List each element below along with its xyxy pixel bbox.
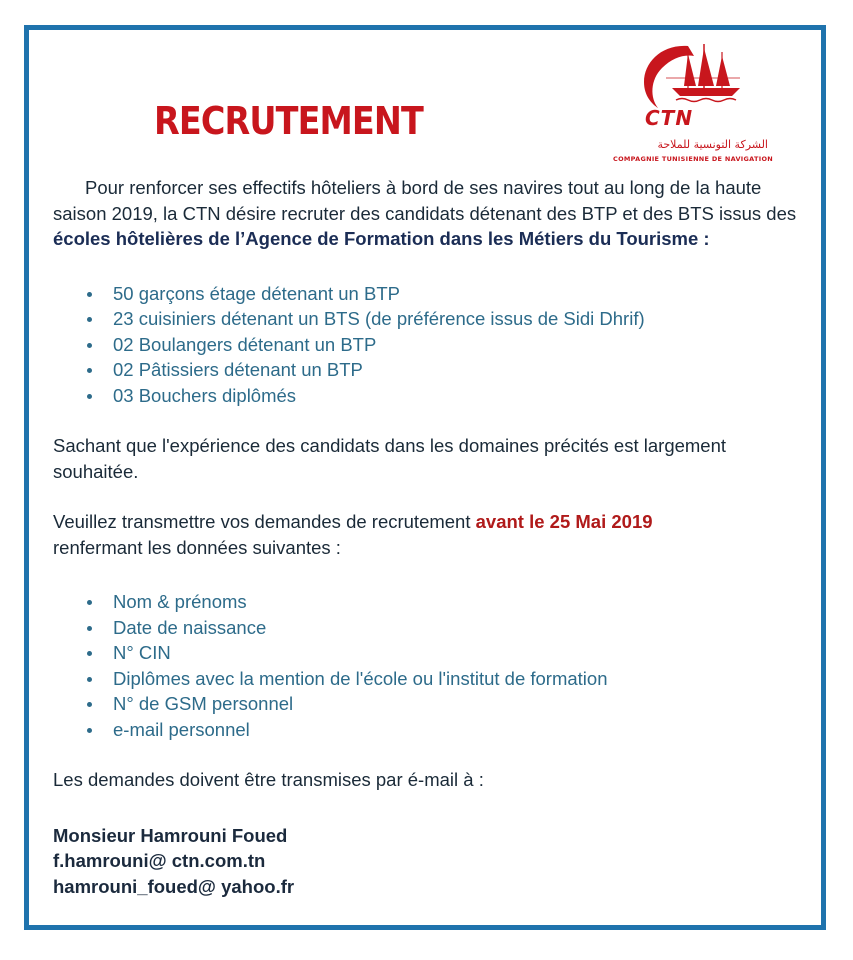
list-item: 23 cuisiniers détenant un BTS (de préférence issus de Sidi Dhrif) xyxy=(53,306,813,332)
contact-name: Monsieur Hamrouni Foued xyxy=(53,824,288,846)
logo-arabic-name: الشركة التونسية للملاحة xyxy=(657,138,768,151)
contact-block xyxy=(53,823,813,900)
deadline-before: Veuillez transmettre vos demandes de recrutement xyxy=(53,511,476,532)
list-item: 50 garçons étage détenant un BTP xyxy=(53,281,813,307)
contact-email-2[interactable]: hamrouni_foued@ yahoo.fr xyxy=(53,875,295,897)
intro-text: Pour renforcer ses effectifs hôteliers à bord de ses navires tout au long de la haute saison 2019, la CTN désire recruter des candidats détenant des BTP et des BTS issus des xyxy=(53,177,797,224)
positions-list xyxy=(53,281,813,409)
list-item: 02 Boulangers détenant un BTP xyxy=(53,332,813,358)
submission-note: Les demandes doivent être transmises par é-mail à : xyxy=(53,769,484,790)
body-text xyxy=(53,175,813,899)
required-data-list xyxy=(53,589,813,742)
list-item: 02 Pâtissiers détenant un BTP xyxy=(53,357,813,383)
deadline-after: renfermant les données suivantes : xyxy=(53,536,341,558)
deadline-paragraph xyxy=(53,509,813,560)
deadline-date: avant le 25 Mai 2019 xyxy=(475,511,653,532)
list-item: N° de GSM personnel xyxy=(53,691,813,717)
list-item: N° CIN xyxy=(53,640,813,666)
experience-note: Sachant que l'expérience des candidats dans les domaines précités est largement souhaitée. xyxy=(53,435,727,482)
list-item: e-mail personnel xyxy=(53,717,813,743)
list-item: 03 Bouchers diplômés xyxy=(53,383,813,409)
intro-paragraph xyxy=(53,175,813,252)
list-item: Date de naissance xyxy=(53,615,813,641)
list-item: Diplômes avec la mention de l'école ou l'institut de formation xyxy=(53,666,813,692)
logo-company-name: COMPAGNIE TUNISIENNE DE NAVIGATION xyxy=(613,155,774,163)
contact-email-1[interactable]: f.hamrouni@ ctn.com.tn xyxy=(53,850,266,871)
logo-brand: CTN xyxy=(645,106,694,130)
page-title: RECRUTEMENT xyxy=(154,99,423,143)
list-item: Nom & prénoms xyxy=(53,589,813,615)
intro-bold: écoles hôtelières de l’Agence de Formation dans les Métiers du Tourisme : xyxy=(53,228,710,249)
